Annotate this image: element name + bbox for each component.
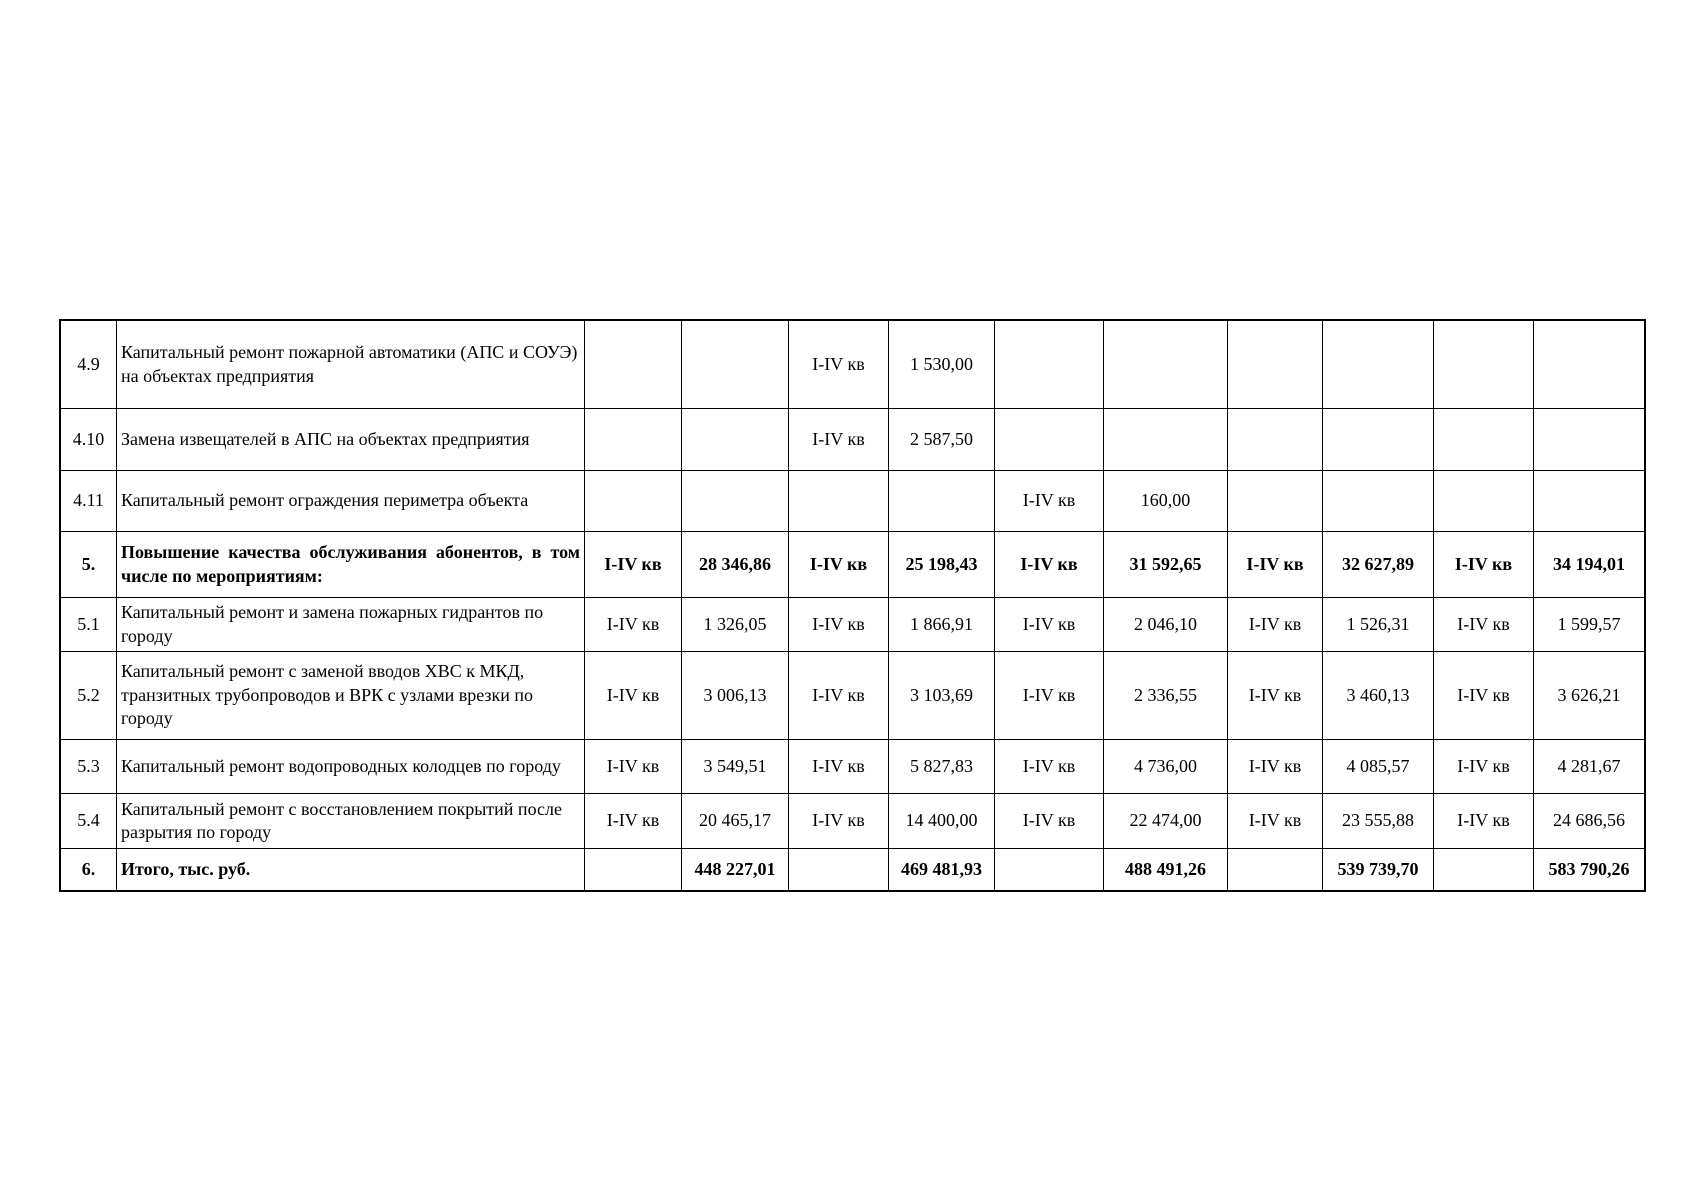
amount-cell: 22 474,00: [1104, 794, 1228, 849]
amount-cell: 3 549,51: [682, 740, 789, 794]
amount-cell: [1323, 321, 1434, 409]
table-row: [61, 598, 1645, 652]
period-cell: [585, 409, 682, 471]
amount-cell: 2 046,10: [1104, 598, 1228, 652]
amount-cell: 4 085,57: [1323, 740, 1434, 794]
period-cell: [995, 849, 1104, 891]
amount-cell: 1 526,31: [1323, 598, 1434, 652]
table-row: [61, 740, 1645, 794]
period-cell: [585, 321, 682, 409]
period-cell: I-IV кв: [585, 598, 682, 652]
amount-cell: 3 460,13: [1323, 652, 1434, 740]
amount-cell: 1 530,00: [889, 321, 995, 409]
period-cell: [1228, 849, 1323, 891]
row-number: 5.: [61, 532, 117, 598]
period-cell: I-IV кв: [995, 794, 1104, 849]
amount-cell: [682, 471, 789, 532]
row-number: 5.2: [61, 652, 117, 740]
amount-cell: 4 736,00: [1104, 740, 1228, 794]
amount-cell: 5 827,83: [889, 740, 995, 794]
amount-cell: 2 587,50: [889, 409, 995, 471]
table-row: [61, 321, 1645, 409]
period-cell: [789, 849, 889, 891]
amount-cell: 469 481,93: [889, 849, 995, 891]
period-cell: [1228, 409, 1323, 471]
amount-cell: 2 336,55: [1104, 652, 1228, 740]
period-cell: I-IV кв: [1434, 598, 1534, 652]
amount-cell: 4 281,67: [1534, 740, 1645, 794]
period-cell: I-IV кв: [789, 598, 889, 652]
period-cell: [1228, 471, 1323, 532]
period-cell: I-IV кв: [1228, 740, 1323, 794]
period-cell: [585, 471, 682, 532]
period-cell: I-IV кв: [789, 532, 889, 598]
amount-cell: 1 866,91: [889, 598, 995, 652]
period-cell: I-IV кв: [995, 740, 1104, 794]
amount-cell: 28 346,86: [682, 532, 789, 598]
period-cell: I-IV кв: [1434, 740, 1534, 794]
row-description: Замена извещателей в АПС на объектах предприятия: [117, 409, 585, 471]
table-row-section: [61, 532, 1645, 598]
amount-cell: 24 686,56: [1534, 794, 1645, 849]
period-cell: [585, 849, 682, 891]
period-cell: I-IV кв: [1228, 652, 1323, 740]
period-cell: I-IV кв: [1434, 652, 1534, 740]
period-cell: I-IV кв: [789, 740, 889, 794]
amount-cell: [682, 321, 789, 409]
amount-cell: 23 555,88: [1323, 794, 1434, 849]
row-description: Капитальный ремонт ограждения периметра объекта: [117, 471, 585, 532]
amount-cell: 539 739,70: [1323, 849, 1434, 891]
amount-cell: 34 194,01: [1534, 532, 1645, 598]
row-number: 6.: [61, 849, 117, 891]
amount-cell: 488 491,26: [1104, 849, 1228, 891]
amount-cell: [1534, 321, 1645, 409]
period-cell: I-IV кв: [585, 532, 682, 598]
period-cell: I-IV кв: [585, 794, 682, 849]
amount-cell: [682, 409, 789, 471]
period-cell: [1434, 471, 1534, 532]
period-cell: I-IV кв: [585, 740, 682, 794]
amount-cell: [1104, 409, 1228, 471]
row-number: 5.4: [61, 794, 117, 849]
period-cell: [1434, 321, 1534, 409]
amount-cell: [1323, 471, 1434, 532]
amount-cell: 3 103,69: [889, 652, 995, 740]
period-cell: I-IV кв: [1434, 794, 1534, 849]
period-cell: I-IV кв: [585, 652, 682, 740]
amount-cell: 31 592,65: [1104, 532, 1228, 598]
amount-cell: 160,00: [1104, 471, 1228, 532]
row-description: Итого, тыс. руб.: [117, 849, 585, 891]
period-cell: [1434, 409, 1534, 471]
period-cell: I-IV кв: [789, 794, 889, 849]
amount-cell: 448 227,01: [682, 849, 789, 891]
table-row: [61, 652, 1645, 740]
table-row: [61, 409, 1645, 471]
period-cell: I-IV кв: [789, 409, 889, 471]
period-cell: I-IV кв: [789, 652, 889, 740]
amount-cell: [1534, 409, 1645, 471]
period-cell: I-IV кв: [995, 652, 1104, 740]
table-row: [61, 794, 1645, 849]
row-number: 4.10: [61, 409, 117, 471]
amount-cell: [1323, 409, 1434, 471]
row-number: 5.1: [61, 598, 117, 652]
amount-cell: [1104, 321, 1228, 409]
period-cell: I-IV кв: [1228, 794, 1323, 849]
investment-plan-table: [60, 320, 1645, 891]
period-cell: [995, 409, 1104, 471]
amount-cell: 25 198,43: [889, 532, 995, 598]
amount-cell: 1 599,57: [1534, 598, 1645, 652]
amount-cell: 20 465,17: [682, 794, 789, 849]
row-description: Капитальный ремонт пожарной автоматики (АПС и СОУЭ) на объектах предприятия: [117, 321, 585, 409]
amount-cell: 583 790,26: [1534, 849, 1645, 891]
row-description: Капитальный ремонт с восстановлением покрытий после разрытия по городу: [117, 794, 585, 849]
amount-cell: [889, 471, 995, 532]
amount-cell: 3 006,13: [682, 652, 789, 740]
period-cell: I-IV кв: [1228, 532, 1323, 598]
row-description: Капитальный ремонт водопроводных колодцев по городу: [117, 740, 585, 794]
row-number: 5.3: [61, 740, 117, 794]
table-row: [61, 471, 1645, 532]
row-description: Повышение качества обслуживания абонентов, в том числе по мероприятиям:: [117, 532, 585, 598]
amount-cell: 14 400,00: [889, 794, 995, 849]
row-description: Капитальный ремонт и замена пожарных гидрантов по городу: [117, 598, 585, 652]
period-cell: [789, 471, 889, 532]
period-cell: I-IV кв: [789, 321, 889, 409]
amount-cell: 1 326,05: [682, 598, 789, 652]
period-cell: I-IV кв: [995, 471, 1104, 532]
period-cell: I-IV кв: [1434, 532, 1534, 598]
period-cell: [1228, 321, 1323, 409]
period-cell: [1434, 849, 1534, 891]
period-cell: I-IV кв: [1228, 598, 1323, 652]
amount-cell: 32 627,89: [1323, 532, 1434, 598]
row-description: Капитальный ремонт с заменой вводов ХВС к МКД, транзитных трубопроводов и ВРК с узлами врезки по городу: [117, 652, 585, 740]
row-number: 4.9: [61, 321, 117, 409]
period-cell: [995, 321, 1104, 409]
period-cell: I-IV кв: [995, 598, 1104, 652]
table-row-total: [61, 849, 1645, 891]
row-number: 4.11: [61, 471, 117, 532]
amount-cell: [1534, 471, 1645, 532]
amount-cell: 3 626,21: [1534, 652, 1645, 740]
period-cell: I-IV кв: [995, 532, 1104, 598]
